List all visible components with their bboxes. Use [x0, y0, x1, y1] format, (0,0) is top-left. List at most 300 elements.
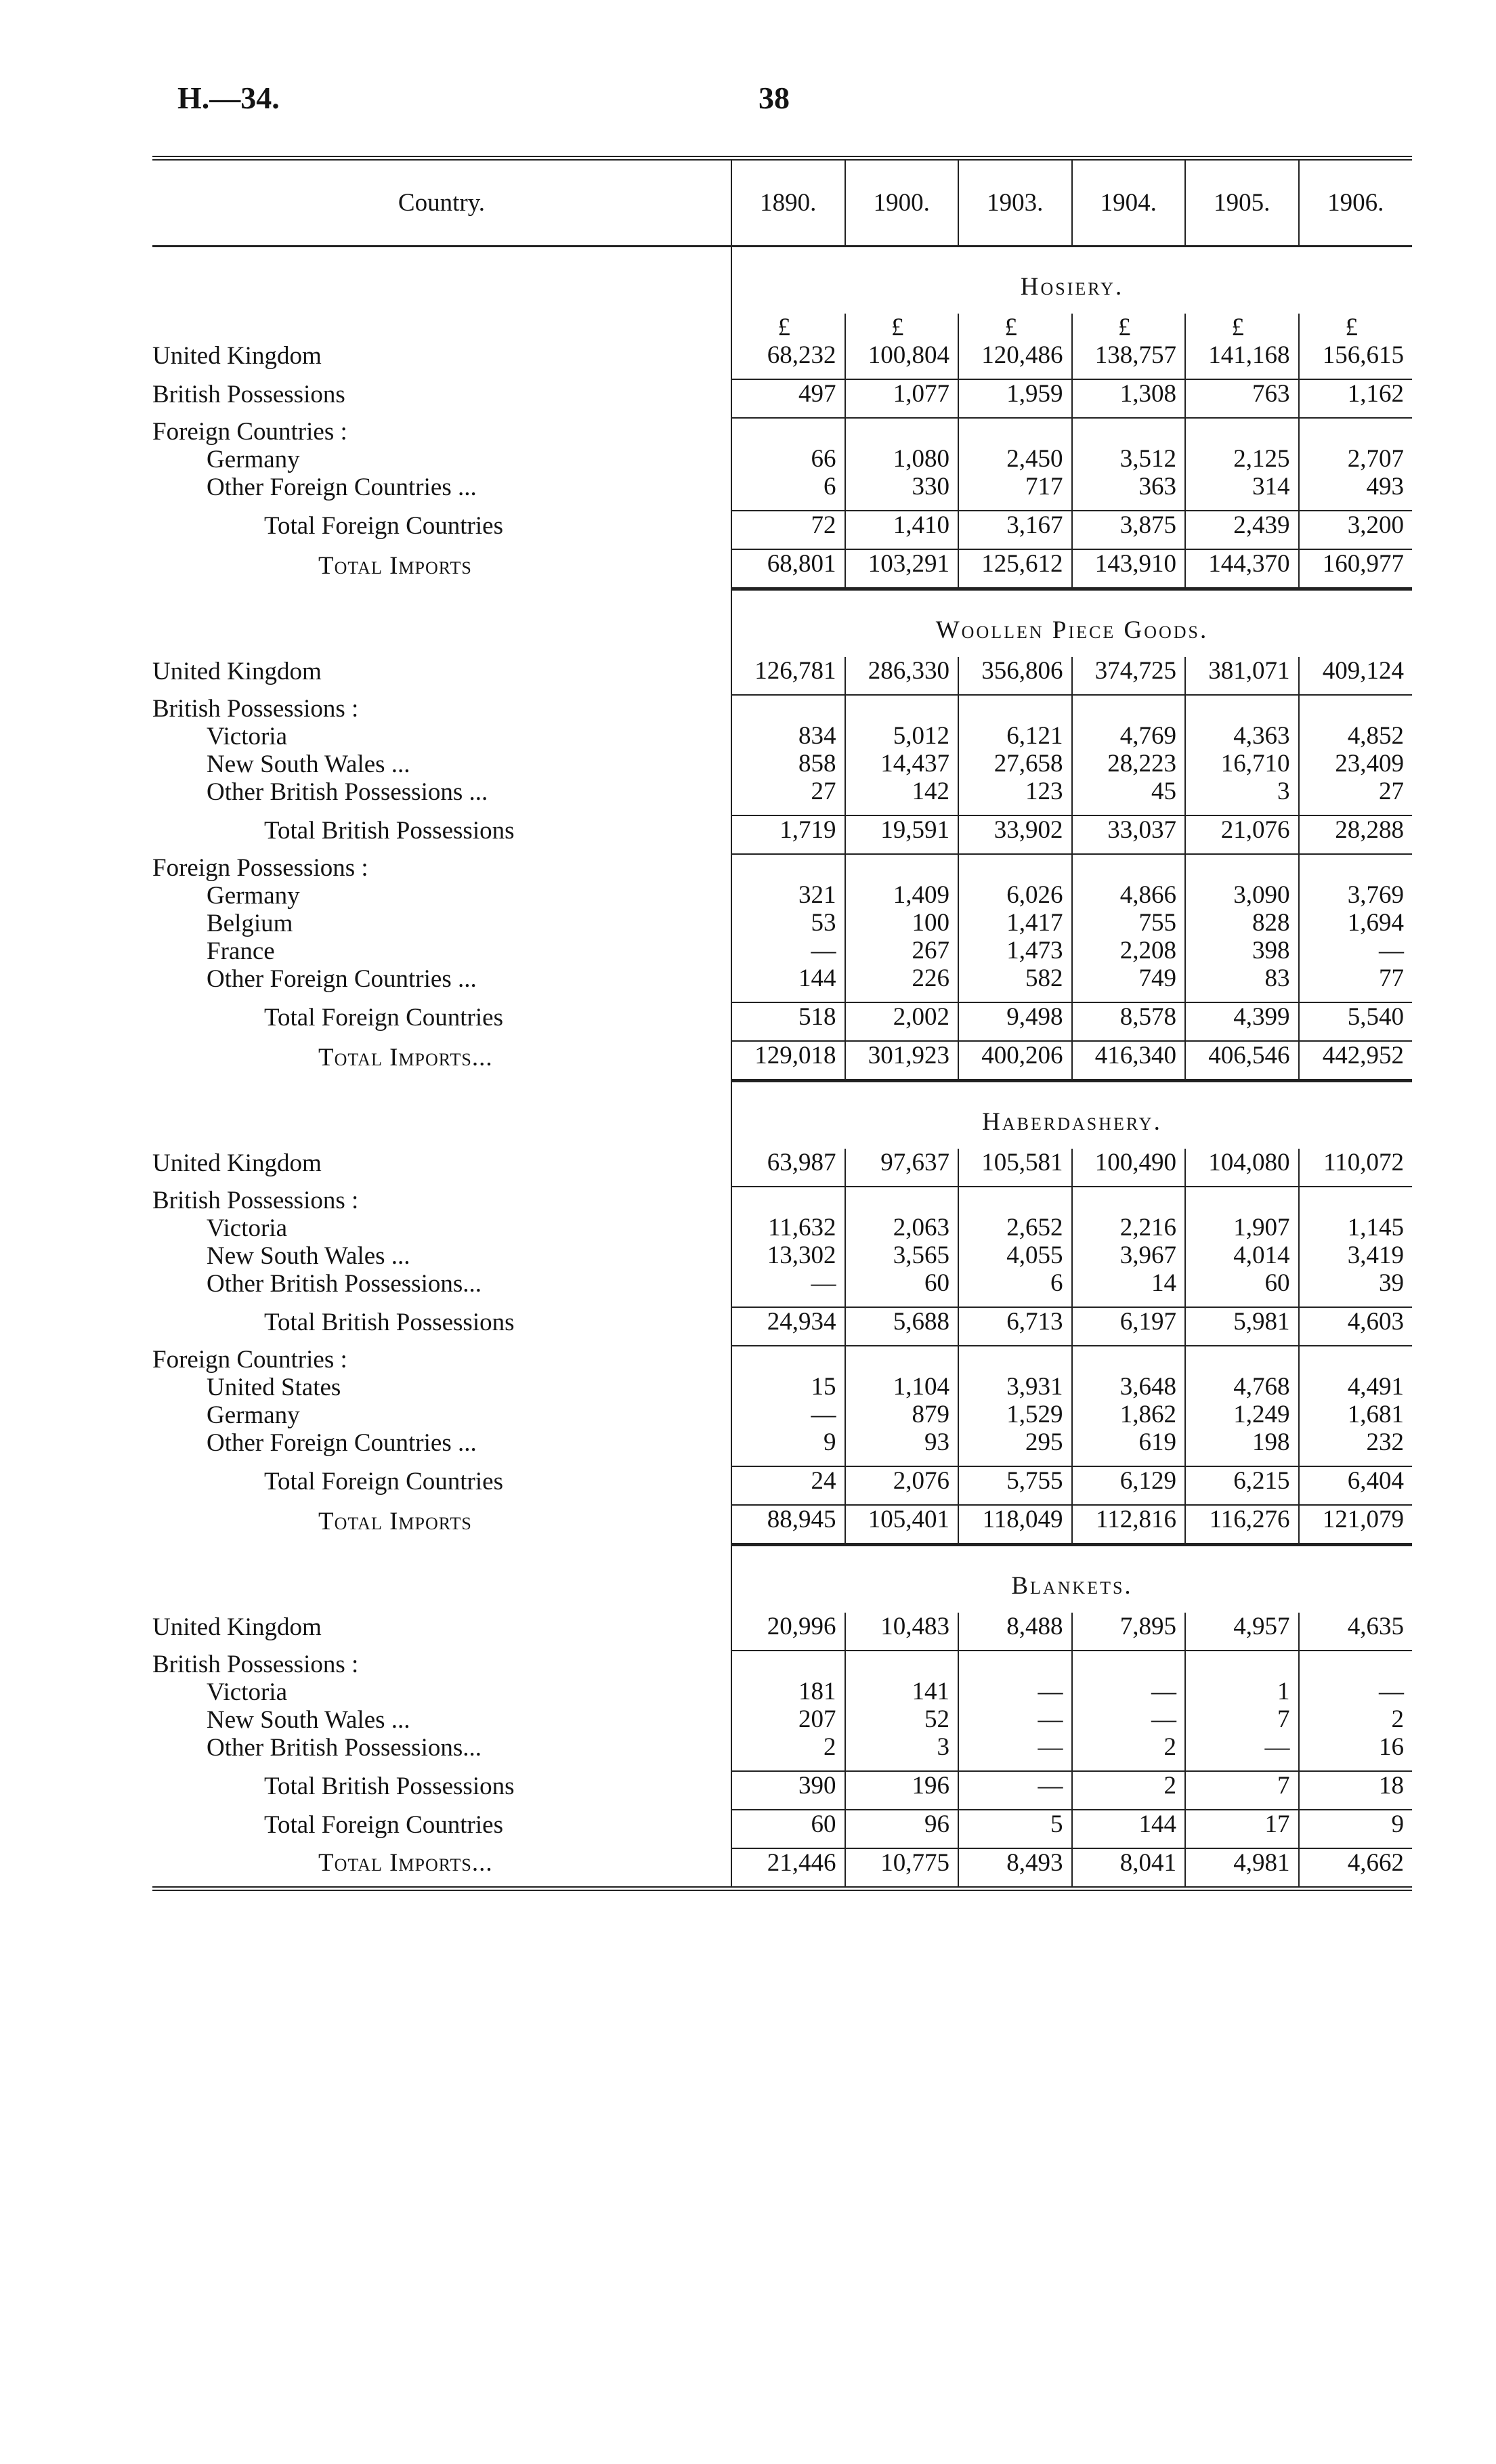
value: 2,125 [1233, 445, 1290, 473]
table-row [152, 511, 1412, 549]
value-cell [1072, 418, 1186, 511]
section-caption-spacer [152, 247, 731, 314]
row-label [152, 1149, 731, 1187]
section-caption-row [152, 589, 1412, 658]
value: 6,129 [1119, 1467, 1176, 1495]
value: 100 [912, 909, 949, 937]
value-cell [958, 815, 1072, 854]
value: 77 [1379, 964, 1404, 992]
value: 4,957 [1233, 1613, 1290, 1640]
value-cell [958, 1346, 1072, 1466]
value: 13,302 [767, 1241, 836, 1269]
value: 879 [912, 1401, 949, 1428]
value-cell [731, 1187, 845, 1307]
value: 3,167 [1006, 511, 1063, 539]
value-cell [845, 1810, 959, 1848]
value: 60 [924, 1269, 949, 1297]
table-row [152, 1002, 1412, 1041]
value: 2,208 [1119, 937, 1176, 964]
value: 5,012 [893, 722, 949, 750]
value: 11,632 [768, 1214, 836, 1241]
value-cell [731, 1466, 845, 1505]
value-cell [1299, 854, 1413, 1002]
country-label: United Kingdom [152, 1613, 322, 1641]
value-cell [845, 1307, 959, 1346]
table-row [152, 379, 1412, 418]
value: 4,662 [1347, 1849, 1404, 1877]
value: 5,688 [893, 1308, 949, 1336]
subtotal-label: Total British Possessions [264, 817, 515, 845]
value: 4,866 [1119, 881, 1176, 909]
row-label [152, 1187, 731, 1307]
value: 3,648 [1119, 1373, 1176, 1401]
group-label: Foreign Possessions : [152, 854, 368, 882]
value-cell [958, 549, 1072, 589]
value: — [1264, 1733, 1290, 1761]
value: 406,546 [1208, 1042, 1290, 1069]
value-cell [1072, 657, 1186, 695]
value-cell [1072, 695, 1186, 815]
sub-country-label: Other Foreign Countries ... [207, 965, 477, 993]
value-cell [1299, 1307, 1413, 1346]
value: 3,875 [1119, 511, 1176, 539]
value-cell [731, 549, 845, 589]
year-header: 1890. [731, 158, 845, 247]
group-label: British Possessions : [152, 695, 359, 723]
table-row [152, 1041, 1412, 1081]
value-cell [1299, 1848, 1413, 1889]
value: 2 [824, 1733, 836, 1761]
value: 72 [811, 511, 836, 539]
value-cell [1185, 1346, 1299, 1466]
value: — [1379, 1678, 1404, 1705]
value: — [1038, 1772, 1063, 1800]
value: — [1151, 1678, 1176, 1705]
value-cell [1072, 1187, 1186, 1307]
page-number: 38 [758, 81, 790, 115]
value: 356,806 [981, 657, 1063, 685]
group-label: British Possessions : [152, 1187, 359, 1214]
value-cell [845, 1346, 959, 1466]
value-cell [845, 549, 959, 589]
value-cell [1299, 549, 1413, 589]
value: 1,681 [1347, 1401, 1404, 1428]
year-header: 1900. [845, 158, 959, 247]
value: 518 [798, 1003, 836, 1031]
value: 6,197 [1119, 1308, 1176, 1336]
country-label: United Kingdom [152, 658, 322, 685]
value-cell [1299, 1346, 1413, 1466]
year-header: 1904. [1072, 158, 1186, 247]
value: — [811, 937, 836, 964]
value: 295 [1025, 1428, 1063, 1456]
value: 156,615 [1322, 341, 1404, 369]
value-cell [731, 1651, 845, 1771]
value-cell [1072, 1505, 1186, 1545]
value: 19,591 [880, 816, 949, 844]
group-label: Foreign Countries : [152, 1346, 347, 1374]
value: 60 [1264, 1269, 1290, 1297]
value: 23,409 [1335, 750, 1404, 778]
value: 16,710 [1220, 750, 1290, 778]
value: 8,041 [1119, 1849, 1176, 1877]
value: 53 [811, 909, 836, 937]
value-cell [958, 418, 1072, 511]
row-label [152, 1771, 731, 1810]
value-cell [958, 1002, 1072, 1041]
value-cell [731, 1307, 845, 1346]
value-cell [731, 854, 845, 1002]
value: 2,076 [893, 1467, 949, 1495]
row-label [152, 815, 731, 854]
value: 4,769 [1119, 722, 1176, 750]
total-imports-label: Total Imports... [318, 1043, 493, 1071]
value-cell [731, 1613, 845, 1651]
value-cell [1299, 1505, 1413, 1545]
value-cell [1299, 379, 1413, 418]
value-cell [1299, 657, 1413, 695]
value-cell [1185, 314, 1299, 379]
table-row [152, 1848, 1412, 1889]
value-cell [845, 1651, 959, 1771]
value-cell [958, 1505, 1072, 1545]
value-cell [1185, 418, 1299, 511]
value: 24,934 [767, 1308, 836, 1336]
value: 2,063 [893, 1214, 949, 1241]
value: 5,755 [1006, 1467, 1063, 1495]
value: 129,018 [754, 1042, 836, 1069]
value-cell [1185, 854, 1299, 1002]
currency-symbol: £ [891, 314, 904, 341]
row-label [152, 1505, 731, 1545]
value: 374,725 [1094, 657, 1176, 685]
sub-country-label: Germany [207, 1401, 300, 1429]
section-caption-spacer [152, 1545, 731, 1613]
row-label [152, 1466, 731, 1505]
value: 3,512 [1119, 445, 1176, 473]
value-cell [1185, 657, 1299, 695]
value-cell [1299, 815, 1413, 854]
subtotal-label: Total British Possessions [264, 1309, 515, 1336]
value-cell [845, 1149, 959, 1187]
value-cell [731, 1002, 845, 1041]
value: 6 [1050, 1269, 1063, 1297]
value-cell [958, 1149, 1072, 1187]
group-label: Foreign Countries : [152, 418, 347, 446]
value: 6,121 [1006, 722, 1063, 750]
year-header: 1906. [1299, 158, 1413, 247]
value: 116,276 [1209, 1506, 1290, 1533]
table-row [152, 1346, 1412, 1466]
table-body [152, 247, 1412, 1889]
value-cell [731, 1505, 845, 1545]
value-cell [845, 1041, 959, 1081]
subtotal-label: Total British Possessions [264, 1772, 515, 1800]
value: 2,450 [1006, 445, 1063, 473]
value: 24 [811, 1467, 836, 1495]
value-cell [1185, 549, 1299, 589]
value: 3,565 [893, 1241, 949, 1269]
row-label [152, 1041, 731, 1081]
value: 196 [912, 1772, 949, 1800]
currency-symbol: £ [1231, 314, 1244, 341]
value: 10,775 [880, 1849, 949, 1877]
value-cell [1299, 1041, 1413, 1081]
value: 144 [798, 964, 836, 992]
year-header: 1903. [958, 158, 1072, 247]
value: 21,076 [1220, 816, 1290, 844]
value: 9 [1391, 1810, 1404, 1838]
value: 8,493 [1006, 1849, 1063, 1877]
row-label [152, 418, 731, 511]
section-caption-spacer [152, 1081, 731, 1149]
table-row [152, 1187, 1412, 1307]
value-cell [1299, 1771, 1413, 1810]
subtotal-label: Total Foreign Countries [264, 512, 503, 540]
section-title: Blankets. [731, 1545, 1412, 1613]
value: 3,967 [1119, 1241, 1176, 1269]
country-label: United Kingdom [152, 342, 322, 370]
section-caption-row [152, 1545, 1412, 1613]
sub-country-label: Germany [207, 882, 300, 910]
value-cell [1299, 1466, 1413, 1505]
value: 7,895 [1119, 1613, 1176, 1640]
value: 121,079 [1322, 1506, 1404, 1533]
value-cell [845, 854, 959, 1002]
currency-symbol: £ [1004, 314, 1017, 341]
value-cell [1185, 1505, 1299, 1545]
value: 4,768 [1233, 1373, 1290, 1401]
value: 17 [1264, 1810, 1290, 1838]
value: 28,288 [1335, 816, 1404, 844]
value: 2,002 [893, 1003, 949, 1031]
value: 749 [1138, 964, 1176, 992]
value-cell [845, 1848, 959, 1889]
subtotal-label: Total Foreign Countries [264, 1811, 503, 1839]
value-cell [731, 1041, 845, 1081]
country-label: United Kingdom [152, 1149, 322, 1177]
value: — [1038, 1705, 1063, 1733]
value-cell [731, 695, 845, 815]
table-row [152, 657, 1412, 695]
value: 33,037 [1107, 816, 1176, 844]
table-row [152, 815, 1412, 854]
value-cell [731, 657, 845, 695]
value: 5,540 [1347, 1003, 1404, 1031]
value: 105,401 [868, 1506, 949, 1533]
value-cell [845, 418, 959, 511]
value-cell [731, 815, 845, 854]
value: 330 [912, 473, 949, 501]
value: 141 [912, 1678, 949, 1705]
value: 110,072 [1323, 1149, 1404, 1176]
value: 143,910 [1094, 550, 1176, 578]
value-cell [958, 1848, 1072, 1889]
value: 497 [798, 380, 836, 408]
value-cell [1185, 1466, 1299, 1505]
value: 14 [1151, 1269, 1176, 1297]
value-cell [1299, 1002, 1413, 1041]
table-row [152, 1771, 1412, 1810]
value-cell [1185, 1307, 1299, 1346]
value-cell [958, 314, 1072, 379]
value: 100,804 [868, 341, 949, 369]
row-label [152, 549, 731, 589]
value-cell [1072, 1149, 1186, 1187]
value: 6,713 [1006, 1308, 1063, 1336]
value: 18 [1379, 1772, 1404, 1800]
value: 1,145 [1347, 1214, 1404, 1241]
value-cell [731, 1346, 845, 1466]
country-label: British Possessions [152, 381, 345, 408]
value-cell [1299, 511, 1413, 549]
value: 83 [1264, 964, 1290, 992]
value: 3,931 [1006, 1373, 1063, 1401]
value-cell [1072, 549, 1186, 589]
sub-country-label: Other Foreign Countries ... [207, 1429, 477, 1457]
value: 5 [1050, 1810, 1063, 1838]
value: 1,719 [779, 816, 836, 844]
value-cell [845, 1613, 959, 1651]
row-label [152, 1848, 731, 1889]
value: 1,080 [893, 445, 949, 473]
value-cell [1072, 511, 1186, 549]
value-cell [845, 314, 959, 379]
sub-country-label: New South Wales ... [207, 750, 410, 778]
value-cell [1072, 1041, 1186, 1081]
sub-country-label: Other British Possessions... [207, 1734, 482, 1762]
sub-country-label: United States [207, 1374, 341, 1401]
value: 409,124 [1322, 657, 1404, 685]
currency-symbol: £ [1118, 314, 1131, 341]
value-cell [845, 815, 959, 854]
value-cell [958, 1771, 1072, 1810]
sub-country-label: New South Wales ... [207, 1242, 410, 1270]
value-cell [1185, 815, 1299, 854]
value: 1,104 [893, 1373, 949, 1401]
document-reference: H.—34. [177, 81, 280, 115]
currency-symbol: £ [777, 314, 790, 341]
value: 20,996 [767, 1613, 836, 1640]
sub-country-label: Victoria [207, 1678, 288, 1706]
value: 381,071 [1208, 657, 1290, 685]
value-cell [845, 1505, 959, 1545]
value: 1,862 [1119, 1401, 1176, 1428]
value: 60 [811, 1810, 836, 1838]
row-label [152, 1346, 731, 1466]
total-imports-label: Total Imports [318, 1507, 472, 1535]
value: 142 [912, 778, 949, 805]
value: 160,977 [1322, 550, 1404, 578]
value: 4,981 [1233, 1849, 1290, 1877]
value: 1,907 [1233, 1214, 1290, 1241]
value: 2 [1163, 1772, 1176, 1800]
value: 126,781 [754, 657, 836, 685]
value-cell [1299, 1187, 1413, 1307]
value-cell [1072, 1307, 1186, 1346]
value-cell [1185, 1771, 1299, 1810]
value: 834 [798, 722, 836, 750]
table-row [152, 1149, 1412, 1187]
value-cell [1185, 1613, 1299, 1651]
sub-country-label: New South Wales ... [207, 1706, 410, 1734]
table-row [152, 1466, 1412, 1505]
value: 39 [1379, 1269, 1404, 1297]
value: 123 [1025, 778, 1063, 805]
value-cell [731, 314, 845, 379]
table-row [152, 1651, 1412, 1771]
value: 15 [811, 1373, 836, 1401]
value: 52 [924, 1705, 949, 1733]
value: 100,490 [1094, 1149, 1176, 1176]
value: 4,055 [1006, 1241, 1063, 1269]
value: 1,162 [1347, 380, 1404, 408]
value: 1,409 [893, 881, 949, 909]
value: 2 [1163, 1733, 1176, 1761]
row-label [152, 1002, 731, 1041]
value-cell [1185, 1810, 1299, 1848]
value-cell [1072, 379, 1186, 418]
table-row [152, 1505, 1412, 1545]
total-imports-label: Total Imports... [318, 1849, 493, 1877]
value-cell [1072, 854, 1186, 1002]
year-header: 1905. [1185, 158, 1299, 247]
country-column-header: Country. [152, 158, 731, 247]
value: 112,816 [1096, 1506, 1176, 1533]
section-title: Hosiery. [731, 247, 1412, 314]
value: — [1038, 1733, 1063, 1761]
value-cell [1299, 1613, 1413, 1651]
value-cell [845, 379, 959, 418]
value-cell [958, 854, 1072, 1002]
table-row [152, 1307, 1412, 1346]
value: 97,637 [880, 1149, 949, 1176]
sub-country-label: Other Foreign Countries ... [207, 473, 477, 501]
value-cell [958, 1307, 1072, 1346]
value: 7 [1277, 1705, 1290, 1733]
value: 9 [824, 1428, 836, 1456]
value: 7 [1277, 1772, 1290, 1800]
value: 717 [1025, 473, 1063, 501]
value-cell [1072, 1651, 1186, 1771]
imports-table [152, 156, 1412, 1891]
value: 10,483 [880, 1613, 949, 1640]
value: 2 [1391, 1705, 1404, 1733]
value: 1,417 [1006, 909, 1063, 937]
value: 2,652 [1006, 1214, 1063, 1241]
sub-country-label: Belgium [207, 910, 293, 937]
value-cell [1185, 1187, 1299, 1307]
value-cell [958, 695, 1072, 815]
value: 4,603 [1347, 1308, 1404, 1336]
value: 6,404 [1347, 1467, 1404, 1495]
value: 68,232 [767, 341, 836, 369]
value: 582 [1025, 964, 1063, 992]
value: 125,612 [981, 550, 1063, 578]
value-cell [1072, 815, 1186, 854]
value-cell [1185, 695, 1299, 815]
value: 96 [924, 1810, 949, 1838]
sub-country-label: Victoria [207, 1214, 288, 1242]
value: 442,952 [1322, 1042, 1404, 1069]
value-cell [731, 1810, 845, 1848]
value-cell [845, 1771, 959, 1810]
value: 858 [798, 750, 836, 778]
value: 198 [1252, 1428, 1290, 1456]
value: 763 [1252, 380, 1290, 408]
value: 2,216 [1119, 1214, 1176, 1241]
value: 120,486 [981, 341, 1063, 369]
